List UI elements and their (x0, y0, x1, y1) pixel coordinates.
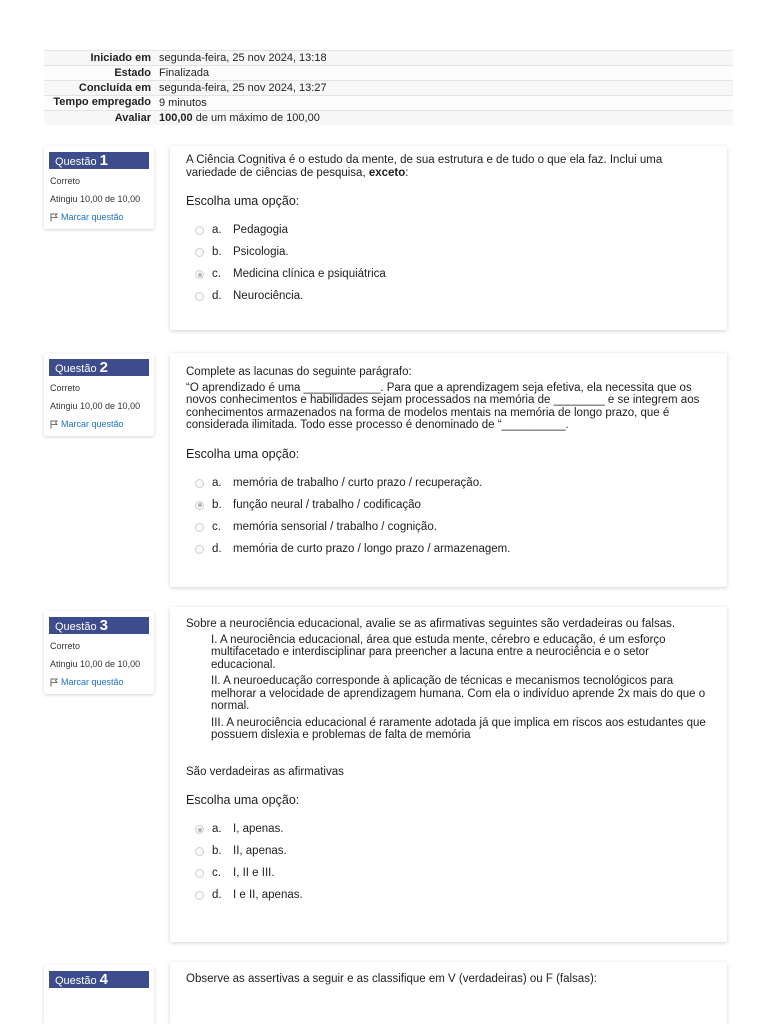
radio-button[interactable] (195, 545, 204, 554)
summary-label: Avaliar (44, 111, 155, 126)
statement-list (211, 634, 711, 742)
answer-option-d[interactable]: d. I e II, apenas. (186, 885, 711, 907)
statement-item: II. A neuroeducação corresponde à aplicação de técnicas e mecanismos tecnológicos para melhorar a velocidade de aprendizagem humana. Com ela o indivíduo aprende 2x mais do que o normal. (211, 675, 706, 712)
answer-option-d[interactable]: d. memória de curto prazo / longo prazo / armazenagem. (186, 538, 711, 560)
question-text: Complete as lacunas do seguinte parágrafo: “O aprendizado é uma ____________. Para que a aprendizagem seja efetiva, ela necessita que os novos conhecimentos e habilidades sejam processados na memória de ________ e se integrem aos conhecimentos armazenados na forma de modelos mentais na memória de longo prazo, que é considerada ilimitada. Todo esse processo é denominado de “__________. (186, 366, 711, 432)
summary-row-started (44, 51, 733, 66)
question-card-1 (170, 146, 727, 330)
flag-icon (50, 420, 58, 429)
radio-button[interactable] (195, 523, 204, 532)
question-info-1 (44, 146, 154, 229)
answer-option-a[interactable]: a. Pedagogia (186, 220, 711, 242)
flag-icon (50, 678, 58, 687)
summary-row-state (44, 66, 733, 81)
flag-icon (50, 213, 58, 222)
choose-option-prompt: Escolha uma opção: (186, 793, 300, 807)
question-number: 4 (99, 971, 108, 988)
question-info-4 (44, 965, 154, 1024)
attempt-summary-table (44, 50, 733, 125)
statement-item: I. A neurociência educacional, área que estuda mente, cérebro e educação, é um esforço multifacetado e interdisciplinar para preencher a lacuna entre a neurociência e o setor educacional. (211, 633, 666, 671)
choose-option-prompt: Escolha uma opção: (186, 194, 300, 208)
flag-label: Marcar questão (61, 212, 124, 222)
flag-label: Marcar questão (61, 419, 124, 429)
summary-value: segunda-feira, 25 nov 2024, 13:18 (155, 51, 733, 66)
statement-item: III. A neurociência educacional é raramente adotada já que implica em riscos aos estudantes que possuem dislexia e problemas de falta de memória (211, 716, 706, 741)
radio-button[interactable] (195, 292, 204, 301)
answer-option-c[interactable]: c. I, II e III. (186, 863, 711, 885)
radio-button[interactable] (195, 226, 204, 235)
radio-button-selected[interactable] (195, 501, 204, 510)
summary-label: Estado (44, 66, 155, 81)
question-status: Correto (50, 641, 81, 651)
choose-option-prompt: Escolha uma opção: (186, 446, 300, 461)
flag-label: Marcar questão (61, 677, 124, 687)
radio-button-selected[interactable] (195, 270, 204, 279)
answer-option-d[interactable]: d. Neurociência. (186, 286, 711, 308)
summary-label: Tempo empregado (44, 96, 155, 111)
radio-button[interactable] (195, 869, 204, 878)
summary-row-completed (44, 81, 733, 96)
question-label: Questão (55, 156, 97, 168)
question-info-3 (44, 611, 154, 694)
question-info-2 (44, 353, 154, 436)
question-label: Questão (55, 975, 97, 987)
grade-value: 100,00 (159, 112, 193, 124)
summary-row-time (44, 96, 733, 111)
question-status: Correto (50, 176, 81, 186)
question-label: Questão (55, 621, 97, 633)
answer-option-b[interactable]: b. Psicologia. (186, 242, 711, 264)
summary-row-grade (44, 111, 733, 126)
radio-button[interactable] (195, 847, 204, 856)
answer-option-b[interactable]: b. II, apenas. (186, 841, 711, 863)
question-card-4 (170, 962, 727, 1024)
answer-option-c[interactable]: c. memória sensorial / trabalho / cognição. (186, 516, 711, 538)
summary-value: Finalizada (155, 66, 733, 81)
question-number: 1 (99, 152, 108, 169)
radio-button[interactable] (195, 479, 204, 488)
question-text: Observe as assertivas a seguir e as classifique em V (verdadeiras) ou F (falsas): (186, 973, 597, 985)
flag-question-link[interactable] (50, 676, 150, 688)
question-text: Sobre a neurociência educacional, avalie se as afirmativas seguintes são verdadeiras ou falsas. I. A neurociência educacional, área que estuda mente, cérebro e educação, é um esforço multifacetado e interdisciplinar para preencher a lacuna entre a neurociência e o setor educacional. II. A neuroeducação corresponde à aplicação de técnicas e mecanismos tecnológicos para melhorar a velocidade de aprendizagem humana. Com ela o indivíduo aprende 2x mais do que o normal. III. A neurociência educacional é raramente adotada já que implica em riscos aos estudantes que possuem dislexia e problemas de falta de memória São verdadeiras as afirmativas (186, 618, 711, 778)
question-status: Correto (50, 383, 81, 393)
grade-suffix: de um máximo de 100,00 (192, 112, 320, 124)
question-score: Atingiu 10,00 de 10,00 (50, 659, 141, 669)
answer-option-a[interactable]: a. memória de trabalho / curto prazo / recuperação. (186, 472, 711, 494)
question-card-3 (170, 607, 727, 942)
question-number: 2 (99, 359, 108, 376)
answer-option-a[interactable]: a. I, apenas. (186, 819, 711, 841)
summary-value: segunda-feira, 25 nov 2024, 13:27 (155, 81, 733, 96)
answer-option-b[interactable]: b. função neural / trabalho / codificação (186, 494, 711, 516)
flag-question-link[interactable] (50, 211, 150, 223)
question-number: 3 (99, 617, 108, 634)
answer-option-c[interactable]: c. Medicina clínica e psiquiátrica (186, 264, 711, 286)
question-label: Questão (55, 363, 97, 375)
question-number-badge (49, 152, 149, 169)
question-card-2 (170, 353, 727, 587)
question-score: Atingiu 10,00 de 10,00 (50, 194, 141, 204)
summary-label: Iniciado em (44, 51, 155, 66)
question-score: Atingiu 10,00 de 10,00 (50, 401, 141, 411)
question-stem: São verdadeiras as afirmativas (186, 765, 344, 778)
question-number-badge (49, 617, 149, 634)
radio-button[interactable] (195, 891, 204, 900)
question-number-badge (49, 359, 149, 376)
question-text: A Ciência Cognitiva é o estudo da mente, de sua estrutura e de tudo o que ela faz. Inclui uma variedade de ciências de pesquisa, exceto: (186, 154, 663, 179)
flag-question-link[interactable] (50, 418, 150, 430)
radio-button[interactable] (195, 248, 204, 257)
radio-button-selected[interactable] (195, 825, 204, 834)
summary-value: 9 minutos (155, 96, 733, 111)
summary-label: Concluída em (44, 81, 155, 96)
question-paragraph: “O aprendizado é uma ____________. Para que a aprendizagem seja efetiva, ela necessita que os novos conhecimentos e habilidades sejam processados na memória de ________ e se integrem aos conhecimentos armazenados na forma de modelos mentais na memória de longo prazo, que é considerada ilimitada. Todo esse processo é denominado de “__________. (186, 381, 700, 431)
summary-value (155, 111, 733, 126)
question-number-badge (49, 971, 149, 988)
